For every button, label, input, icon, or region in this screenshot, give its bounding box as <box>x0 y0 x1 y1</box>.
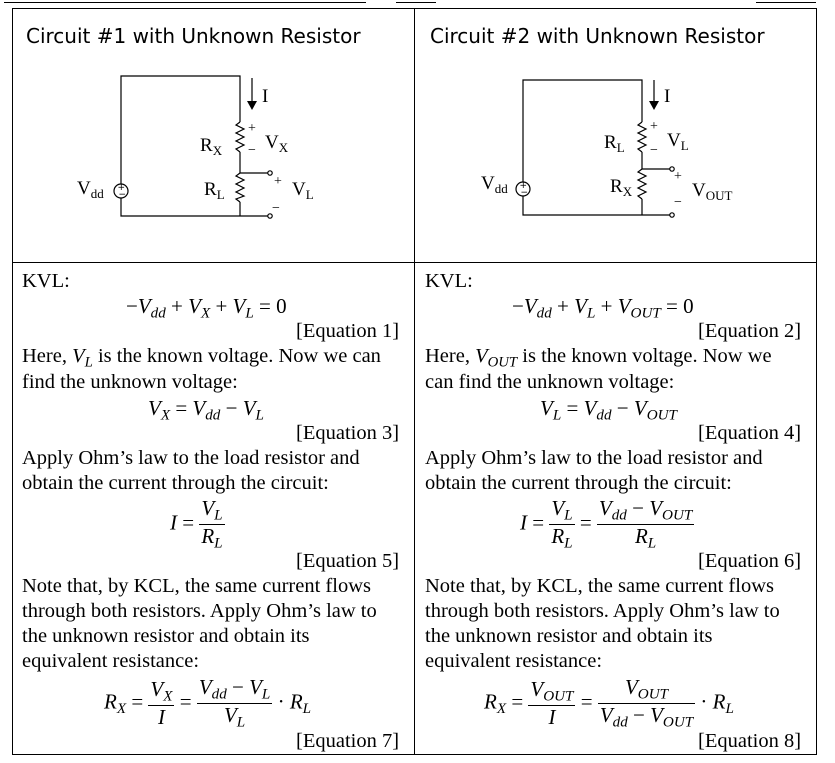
circuit2-title: Circuit #2 with Unknown Resistor <box>430 24 765 48</box>
svg-text:−: − <box>118 190 127 200</box>
left-kvl-heading: KVL: <box>22 270 70 292</box>
equation-8: $R_X$ = $\frac{V_{OUT}}{I}$ = $\frac{V_{OUT}}{V_{dd} - V_{OUT}}$ · $R_L$ <box>484 675 734 731</box>
label-plus: + <box>248 121 256 136</box>
left-note-line-1: Note that, by KCL, the same current flows <box>22 575 371 597</box>
top-rule-middle <box>396 2 436 3</box>
circuit1-diagram <box>60 70 360 230</box>
current-arrow-icon <box>247 101 257 110</box>
equation-1-label: [Equation 1] <box>296 320 400 342</box>
label-rx: $R_X$ <box>200 135 223 158</box>
source-plus-minus: + <box>117 183 126 193</box>
equation-7-label: [Equation 7] <box>296 730 400 752</box>
right-ohm-line-1: Apply Ohm’s law to the load resistor and <box>425 447 763 469</box>
svg-text:−: − <box>520 188 529 198</box>
left-note-line-4: equivalent resistance: <box>22 650 200 672</box>
label-plus: + <box>674 169 682 184</box>
left-ohm-line-2: obtain the current through the circuit: <box>22 472 329 494</box>
right-note-line-3: the unknown resistor and obtain its <box>425 625 713 647</box>
label-rx: $R_X$ <box>610 176 633 199</box>
label-i: I <box>664 86 671 107</box>
label-vl: $V_L$ <box>292 179 314 202</box>
terminal-icon <box>268 171 272 175</box>
row-divider <box>12 262 817 263</box>
resistor-rx <box>638 169 646 199</box>
circuit2-wire-bottom <box>523 196 670 215</box>
equation-2: $-V_{dd} + V_L + V_{OUT} = 0$ <box>512 294 694 322</box>
label-minus: − <box>674 195 682 210</box>
resistor-rl <box>236 173 244 202</box>
label-plus: + <box>274 174 282 189</box>
current-arrow-icon <box>649 101 659 110</box>
equation-3-label: [Equation 3] <box>296 422 400 444</box>
circuit1-wire <box>121 76 240 184</box>
right-kvl-heading: KVL: <box>425 270 473 292</box>
label-minus: − <box>248 143 256 158</box>
source-plus-minus: + <box>519 181 528 191</box>
label-plus: + <box>650 119 658 134</box>
circuit1-wire-bottom <box>121 198 268 216</box>
terminal-icon <box>670 213 674 217</box>
label-i: I <box>262 86 269 107</box>
equation-4: $V_L = V_{dd} - V_{OUT}$ <box>540 396 677 424</box>
label-vdd: $V_{dd}$ <box>481 173 508 196</box>
right-here-line-2: can find the unknown voltage: <box>425 371 675 393</box>
left-note-line-2: through both resistors. Apply Ohm’s law to <box>22 600 377 622</box>
left-here-line: Here, $V_L$ is the known voltage. Now we can <box>22 345 381 371</box>
label-minus: − <box>650 143 658 158</box>
resistor-rl <box>638 122 646 152</box>
equation-8-label: [Equation 8] <box>698 730 802 752</box>
equation-5: I = $\frac{V_L}{R_L}$ <box>170 496 223 552</box>
circuit1-title: Circuit #1 with Unknown Resistor <box>26 24 361 48</box>
resistor-rx <box>236 122 244 152</box>
equation-6-label: [Equation 6] <box>698 550 802 572</box>
left-ohm-line-1: Apply Ohm’s law to the load resistor and <box>22 447 360 469</box>
equation-6: I = $\frac{V_L}{R_L}$ = $\frac{V_{dd} - V_{OUT}}{R_L}$ <box>520 496 693 552</box>
label-minus: − <box>272 201 280 216</box>
left-here-line-2: find the unknown voltage: <box>22 371 238 393</box>
left-note-line-3: the unknown resistor and obtain its <box>22 625 310 647</box>
equation-3: $V_X = V_{dd} - V_L$ <box>148 396 264 424</box>
equation-2-label: [Equation 2] <box>698 320 802 342</box>
label-vx: $V_X$ <box>265 132 289 155</box>
label-rl: $R_L$ <box>204 179 225 202</box>
circuit2-wire <box>523 80 642 182</box>
right-note-line-1: Note that, by KCL, the same current flows <box>425 575 774 597</box>
label-vl: $V_L$ <box>667 130 689 153</box>
right-here-line: Here, $V_{OUT}$ is the known voltage. Now we <box>425 345 772 371</box>
equation-5-label: [Equation 5] <box>296 550 400 572</box>
top-rule-left <box>4 2 366 3</box>
label-vdd: $V_{dd}$ <box>77 178 104 201</box>
equation-7: $R_X$ = $\frac{V_X}{I}$ = $\frac{V_{dd} - V_L}{V_L}$ · $R_L$ <box>104 675 312 731</box>
label-vout: $V_{OUT}$ <box>692 180 733 203</box>
top-rule-right <box>756 2 816 3</box>
equation-4-label: [Equation 4] <box>698 422 802 444</box>
label-rl: $R_L$ <box>604 132 625 155</box>
circuit2-diagram <box>462 70 762 230</box>
right-ohm-line-2: obtain the current through the circuit: <box>425 472 732 494</box>
column-divider <box>414 8 415 755</box>
right-note-line-4: equivalent resistance: <box>425 650 603 672</box>
right-note-line-2: through both resistors. Apply Ohm’s law to <box>425 600 780 622</box>
equation-1: $-V_{dd} + V_X + V_L = 0$ <box>126 294 287 322</box>
